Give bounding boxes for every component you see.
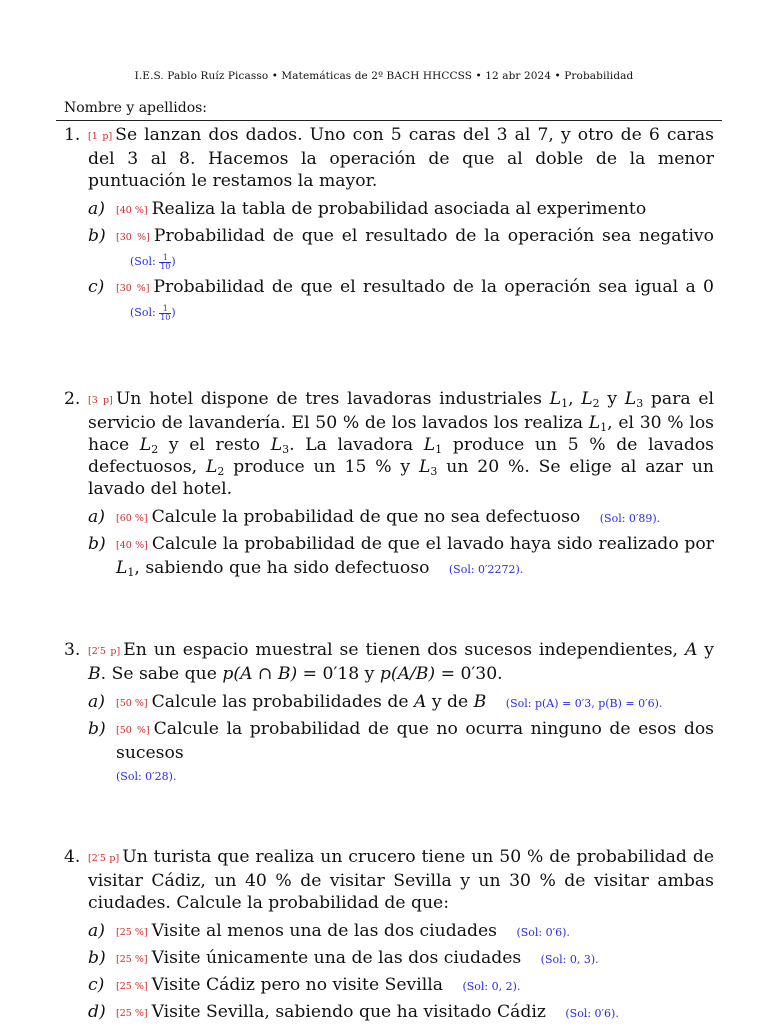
problem-statement: [3 p] Un hotel dispone de tres lavadoras industriales $L_1$, $L_2$ y $L_3$ para el servicio de lavandería. El 50 % de los lavados los realiza $L_1$, el 30 % los hace $L_2$ y el resto $L_3$. La lavadora $L_1$ produce un 5 % de lavados defectuosos, $L_2$ produce un 15 % y $L_3$ un 20 %. Se elige al azar un lavado del hotel. (88, 389, 715, 499)
subquestion-weight: [25 %] (116, 927, 148, 938)
subquestion-text: Calcule la probabilidad de que no sea defectuoso (151, 507, 581, 527)
subquestion-b (88, 947, 714, 971)
subquestion-label: b) (88, 719, 106, 739)
subquestion-list (64, 198, 714, 324)
subquestion-weight: [30 %] (116, 283, 150, 294)
subquestion-a (88, 198, 714, 222)
subquestion-text: Visite únicamente una de las dos ciudades (151, 948, 522, 968)
solution-hint: (Sol: 0′6). (516, 926, 570, 939)
problem-4 (64, 846, 714, 1025)
problem-points: [3 p] (88, 395, 113, 406)
subquestion-weight: [50 %] (116, 725, 150, 736)
problem-points: [2′5 p] (88, 646, 121, 657)
problem-number: 3. (64, 640, 81, 660)
solution-hint: (Sol: 0, 2). (462, 980, 521, 993)
problem-number: 1. (64, 125, 81, 145)
exam-body (64, 124, 714, 1028)
subquestion-label: a) (88, 921, 105, 941)
subquestion-label: b) (88, 948, 106, 968)
solution-hint: (Sol: $\frac{1}{10}$ ) (130, 303, 176, 322)
subquestion-b: b) [40 %] Calcule la probabilidad de que el lavado haya sido realizado por $L_1$, sabiendo que ha sido defectuoso (Sol: 0′2272). (88, 534, 714, 579)
header-divider (56, 120, 722, 121)
statement-text: Se lanzan dos dados. Uno con 5 caras del 3 al 7, y otro de 6 caras del 3 al 8. Hacemos la operación de que al doble de la menor puntuación le restamos la mayor. (88, 125, 714, 191)
subquestion-weight: [40 %] (116, 205, 148, 216)
subquestion-weight: [25 %] (116, 1008, 148, 1019)
subquestion-list (64, 506, 714, 581)
solution-hint: (Sol: p(A) = 0′3, p(B) = 0′6). (505, 697, 663, 710)
subquestion-text: Realiza la tabla de probabilidad asociada al experimento (151, 199, 647, 219)
name-label: Nombre y apellidos: (64, 100, 208, 116)
solution-fraction: $\frac{1}{10}$ (160, 252, 171, 271)
subquestion-text: Probabilidad de que el resultado de la operación sea negativo (153, 226, 714, 246)
subquestion-d (88, 1001, 714, 1025)
subquestion-label: d) (88, 1002, 106, 1022)
subquestion-weight: [40 %] (116, 540, 148, 551)
subquestion-label: c) (88, 277, 105, 297)
subquestion-list (64, 920, 714, 1025)
subquestion-weight: [25 %] (116, 981, 148, 992)
subquestion-text: Visite al menos una de las dos ciudades (151, 921, 497, 941)
solution-hint: (Sol: 0′28). (116, 770, 177, 783)
solution-hint: (Sol: 0, 3). (540, 953, 599, 966)
subquestion-text: Probabilidad de que el resultado de la operación sea igual a 0 (153, 277, 714, 297)
subquestion-weight: [30 %] (116, 232, 150, 243)
subquestion-text: Calcule la probabilidad de que no ocurra ninguno de esos dos sucesos (116, 719, 714, 763)
subquestion-weight: [60 %] (116, 513, 148, 524)
subquestion-label: a) (88, 692, 105, 712)
solution-hint: (Sol: 0′6). (565, 1007, 619, 1020)
subquestion-a: a) [50 %] Calcule las probabilidades de A y de B (Sol: p(A) = 0′3, p(B) = 0′6). (88, 692, 663, 712)
solution-hint: (Sol: 0′89). (599, 512, 661, 525)
subquestion-label: a) (88, 199, 105, 219)
problem-number: 2. (64, 389, 81, 409)
solution-hint: (Sol: $\frac{1}{10}$ ) (130, 252, 176, 271)
subquestion-label: a) (88, 507, 105, 527)
problem-3 (64, 639, 714, 788)
subquestion-label: b) (88, 226, 106, 246)
subquestion-weight: [50 %] (116, 698, 148, 709)
subquestion-text: Visite Cádiz pero no visite Sevilla (151, 975, 443, 995)
subquestion-label: b) (88, 534, 106, 554)
problem-statement (88, 124, 714, 192)
solution-hint: (Sol: 0′2272). (448, 563, 524, 576)
subquestion-weight: [25 %] (116, 954, 148, 965)
problem-number: 4. (64, 847, 81, 867)
subquestion-b (88, 225, 714, 273)
subquestion-c (88, 276, 714, 324)
subquestion-a (88, 920, 714, 944)
problem-1 (64, 124, 714, 324)
problem-points: [1 p] (88, 131, 113, 142)
subquestion-list (64, 691, 714, 788)
problem-points: [2′5 p] (88, 853, 120, 864)
problem-statement (88, 846, 714, 914)
subquestion-c (88, 974, 714, 998)
page-header: I.E.S. Pablo Ruíz Picasso • Matemáticas de 2º BACH HHCCSS • 12 abr 2024 • Probabilidad (134, 70, 634, 82)
problem-2 (64, 388, 714, 581)
solution-fraction: $\frac{1}{10}$ (160, 303, 171, 322)
subquestion-text: Visite Sevilla, sabiendo que ha visitado Cádiz (151, 1002, 546, 1022)
subquestion-b (88, 718, 714, 788)
subquestion-a (88, 506, 714, 530)
problem-statement: [2′5 p] En un espacio muestral se tienen dos sucesos independientes, A y B. Se sabe que p(A ∩ B) = 0′18 y p(A/B) = 0′30. (88, 640, 714, 684)
statement-text: Un turista que realiza un crucero tiene un 50 % de probabilidad de visitar Cádiz, un 40 % de visitar Sevilla y un 30 % de visitar ambas ciudades. Calcule la probabilidad de que: (88, 847, 715, 913)
subquestion-label: c) (88, 975, 105, 995)
